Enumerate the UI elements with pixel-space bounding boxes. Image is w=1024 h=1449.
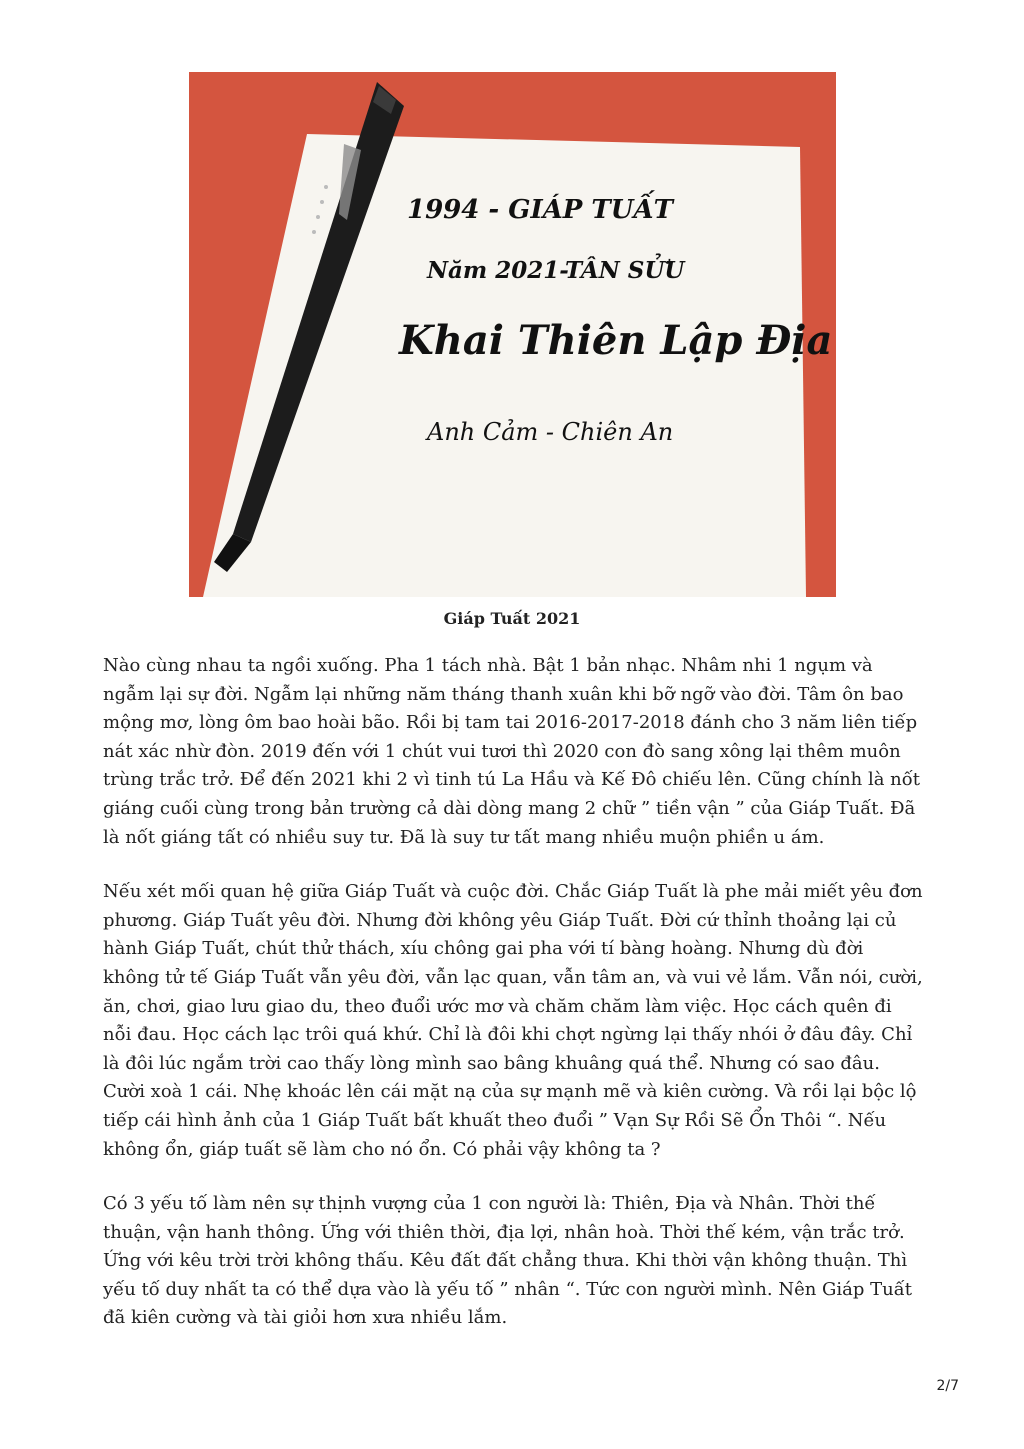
card-line-1: 1994 - GIÁP TUẤT	[407, 195, 673, 225]
paragraph: Nếu xét mối quan hệ giữa Giáp Tuất và cuộc đời. Chắc Giáp Tuất là phe mải miết yêu đơn phương. Giáp Tuất yêu đời. Nhưng đời không yêu Giáp Tuất. Đời cứ thỉnh thoảng lại củ hành Giáp Tuất, chút thử thách, xíu chông gai pha với tí bàng hoàng. Nhưng dù đời không tử tế Giáp Tuất vẫn yêu đời, vẫn lạc quan, vẫn tâm an, và vui vẻ lắm. Vẫn nói, cười, ăn, chơi, giao lưu giao du, theo đuổi ước mơ và chăm chăm làm việc. Học cách quên đi nỗi đau. Học cách lạc trôi quá khứ. Chỉ là đôi khi chợt ngừng lại thấy nhói ở đâu đây. Chỉ là đôi lúc ngắm trời cao thấy lòng mình sao bâng khuâng quá thể. Nhưng có sao đâu. Cười xoà 1 cái. Nhẹ khoác lên cái mặt nạ của sự mạnh mẽ và kiên cường. Và rồi lại bộc lộ tiếp cái hình ảnh của 1 Giáp Tuất bất khuất theo đuổi ” Vạn Sự Rồi Sẽ Ổn Thôi “. Nếu không ổn, giáp tuất sẽ làm cho nó ổn. Có phải vậy không ta ?	[103, 881, 923, 1160]
paragraph: Nào cùng nhau ta ngồi xuống. Pha 1 tách nhà. Bật 1 bản nhạc. Nhâm nhi 1 ngụm và ngẫm lại sự đời. Ngẫm lại những năm tháng thanh xuân khi bỡ ngỡ vào đời. Tâm ôn bao mộng mơ, lòng ôm bao hoài bão. Rồi bị tam tai 2016-2017-2018 đánh cho 3 năm liên tiếp nát xác nhừ đòn. 2019 đến với 1 chút vui tươi thì 2020 con đò sang xông lại thêm muôn trùng trắc trở. Để đến 2021 khi 2 vì tinh tú La Hầu và Kế Đô chiếu lên. Cũng chính là nốt giáng cuối cùng trong bản trường cả dài dòng mang 2 chữ ” tiền vận ” của Giáp Tuất. Đã là nốt giáng tất có nhiều suy tư. Đã là suy tư tất mang nhiều muộn phiền u ám.	[103, 655, 921, 848]
photo-illustration	[189, 72, 836, 597]
article-body	[103, 652, 925, 1359]
article-photo	[189, 72, 836, 597]
page-number: 2/7	[936, 1378, 959, 1394]
paragraph: Có 3 yếu tố làm nên sự thịnh vượng của 1 con người là: Thiên, Địa và Nhân. Thời thế thuận, vận hanh thông. Ứng với thiên thời, địa lợi, nhân hoà. Thời thế kém, vận trắc trở. Ứng với kêu trời trời không thấu. Kêu đất đất chẳng thưa. Khi thời vận không thuận. Thì yếu tố duy nhất ta có thể dựa vào là yếu tố ” nhân “. Tức con người mình. Nên Giáp Tuất đã kiên cường và tài giỏi hơn xưa nhiều lắm.	[103, 1193, 913, 1329]
card-line-2: Năm 2021-TÂN SỬU	[427, 257, 685, 284]
card-line-4: Anh Cảm - Chiên An	[427, 418, 674, 446]
card-line-3: Khai Thiên Lập Địa	[399, 317, 833, 364]
figure-caption: Giáp Tuất 2021	[443, 609, 581, 628]
